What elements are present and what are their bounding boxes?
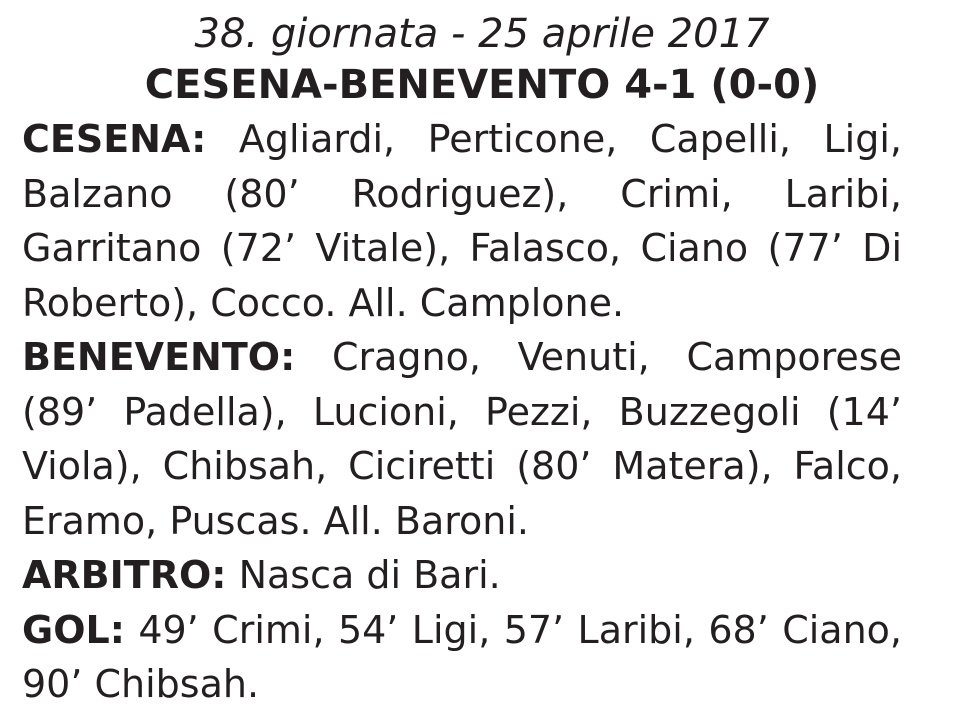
- goals-text: 49’ Crimi, 54’ Ligi, 57’ Laribi, 68’ Ciano, 90’ Chibsah.: [22, 607, 902, 706]
- team-label-benevento: BENEVENTO:: [22, 335, 296, 379]
- match-result: CESENA-BENEVENTO 4-1 (0-0): [144, 62, 820, 108]
- lineup-cesena-text: Agliardi, Perticone, Capelli, Ligi, Balzano (80’ Rodriguez), Crimi, Laribi, Garritano (72’ Vitale), Falasco, Ciano (77’ Di Roberto), Cocco. All. Camplone.: [22, 117, 902, 325]
- matchday-date: 38. giornata - 25 aprile 2017: [194, 11, 770, 57]
- goals-label: GOL:: [22, 607, 125, 652]
- lineup-cesena: [22, 112, 902, 330]
- referee-label: ARBITRO:: [22, 553, 227, 597]
- referee-text: Nasca di Bari.: [238, 553, 501, 597]
- lineup-benevento: [22, 330, 902, 548]
- goals: [22, 603, 902, 712]
- lineup-benevento-text: Cragno, Venuti, Camporese (89’ Padella), Lucioni, Pezzi, Buzzegoli (14’ Viola), Chibsah, Ciciretti (80’ Matera), Falco, Eramo, Puscas. All. Baroni.: [22, 335, 902, 543]
- match-report: [22, 10, 902, 712]
- referee: [22, 548, 902, 603]
- team-label-cesena: CESENA:: [22, 117, 207, 161]
